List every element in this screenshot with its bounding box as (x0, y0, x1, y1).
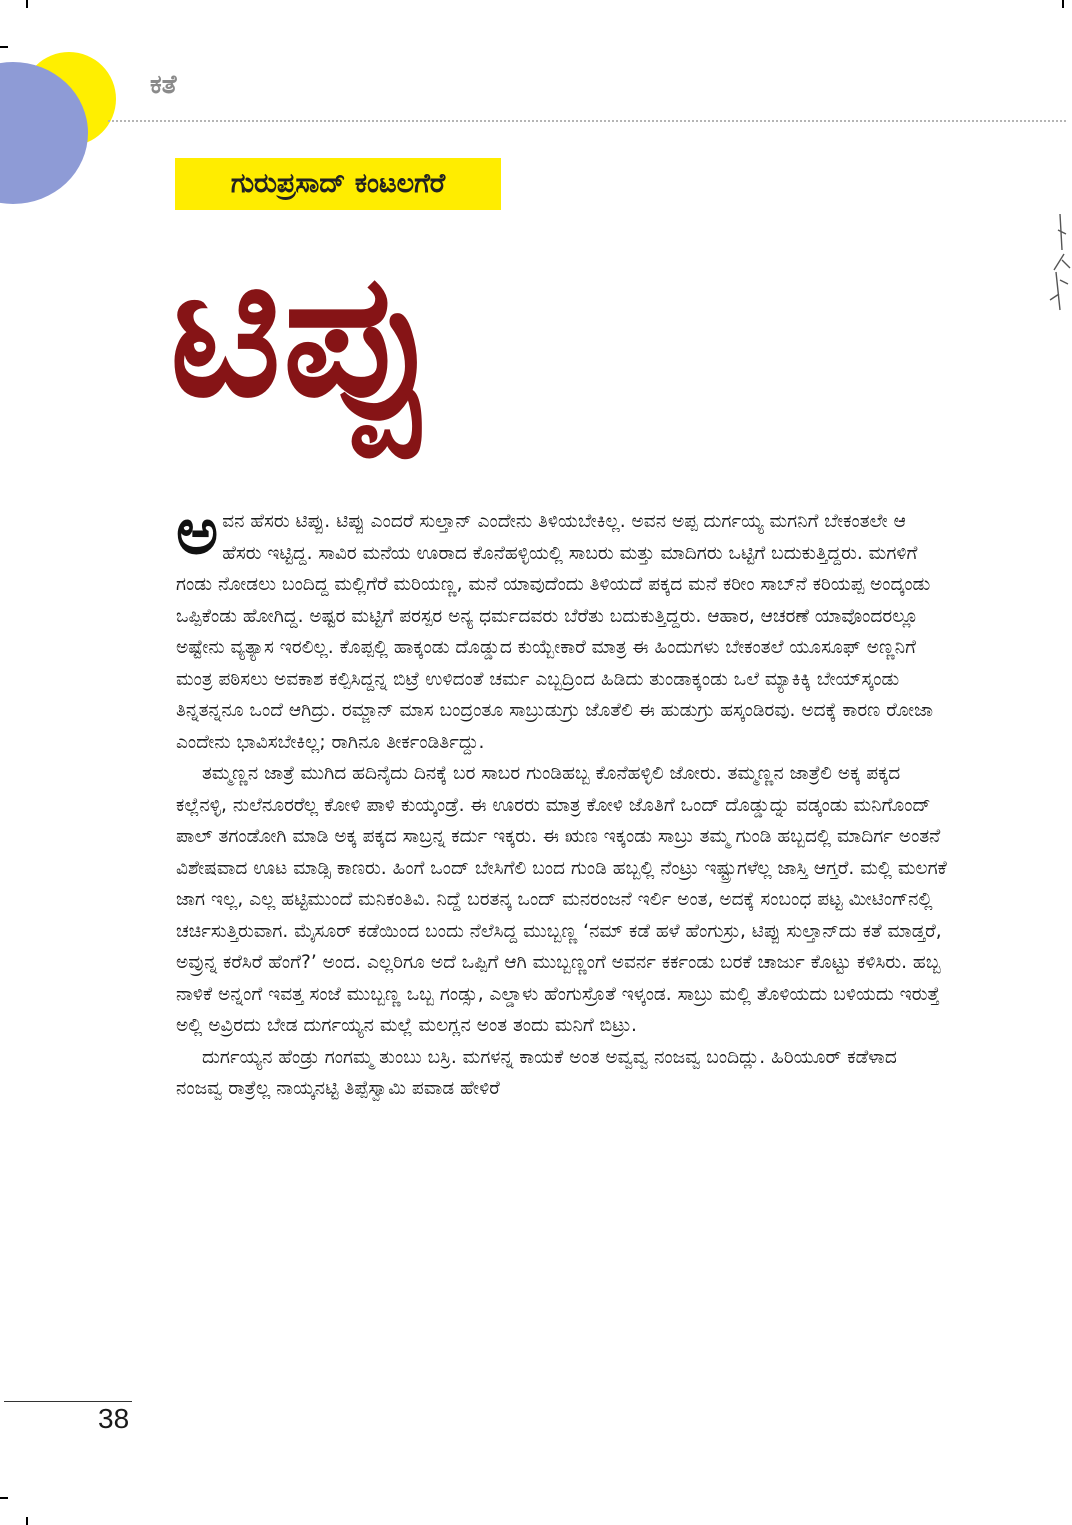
article-paragraph: ತಮ್ಮಣ್ಣನ ಜಾತ್ರೆ ಮುಗಿದ ಹದಿನೈದು ದಿನಕ್ಕೆ ಬರ ಸಾಬರ ಗುಂಡಿಹಬ್ಬ ಕೊನೆಹಳ್ಳಿಲಿ ಜೋರು. ತಮ್ಮಣ್ಣನ ಜಾತ್ರೆಲಿ ಅಕ್ಕ ಪಕ್ಕದ ಕಲ್ಲೆನಳ್ಳಿ, ನುಲೆನೂರರೆಲ್ಲ ಕೋಳಿ ಪಾಳಿ ಕುಯ್ಕಂಡ್ರೆ. ಈ ಊರರು ಮಾತ್ರ ಕೋಳಿ ಜೊತಿಗೆ ಒಂದ್ ದೊಡ್ಡುದ್ನು ವಡ್ಕಂಡು ಮನಿಗೊಂದ್ ಪಾಲ್ ತಗಂಡೋಗಿ ಮಾಡಿ ಅಕ್ಕ ಪಕ್ಕದ ಸಾಬ್ರನ್ನ ಕರ್ದು ಇಕ್ಕರು. ಈ ಋಣ ಇಕ್ಕಂಡು ಸಾಬ್ರು ತಮ್ಮ ಗುಂಡಿ ಹಬ್ಬದಲ್ಲಿ ಮಾದಿರ್ಗ ಅಂತನೆ ವಿಶೇಷವಾದ ಊಟ ಮಾಡ್ಸಿ ಕಾಣರು. ಹಿಂಗೆ ಒಂದ್ ಬೇಸಿಗೆಲಿ ಬಂದ ಗುಂಡಿ ಹಬ್ಬಲ್ಲಿ ನೆಂಟ್ರು ಇಷ್ಟ್ರುಗಳೆಲ್ಲ ಜಾಸ್ತಿ ಆಗ್ತರೆ. ಮಲ್ಲಿ ಮಲಗಕೆ ಜಾಗ ಇಲ್ಲ, ಎಲ್ಲ ಹಟ್ಟಿಮುಂದೆ ಮನಿಕಂತಿವಿ. ನಿದ್ದೆ ಬರತನ್ಕ ಒಂದ್ ಮನರಂಜನೆ ಇರ್ಲಿ ಅಂತ, ಅದಕ್ಕೆ ಸಂಬಂಧ ಪಟ್ಟ ಮೀಟಿಂಗ್‌ನಲ್ಲಿ ಚರ್ಚಿಸುತ್ತಿರುವಾಗ. ಮೈಸೂರ್ ಕಡೆಯಿಂದ ಬಂದು ನೆಲೆಸಿದ್ದ ಮುಬ್ಬಣ್ಣ ‘ನಮ್ ಕಡೆ ಹಳೆ ಹೆಂಗುಸ್ರು, ಟಿಪ್ಪು ಸುಲ್ತಾನ್‌ದು ಕತೆ ಮಾಡ್ತರೆ, ಅವ್ರುನ್ನ ಕರೆಸಿರೆ ಹೆಂಗೆ?’ ಅಂದ. ಎಲ್ಲರಿಗೂ ಅದೆ ಒಪ್ಪಿಗೆ ಆಗಿ ಮುಬ್ಬಣ್ಣಂಗೆ ಅವರ್ನ ಕರ್ಕಂಡು ಬರಕೆ ಚಾರ್ಜು ಕೊಟ್ಟು ಕಳಿಸಿರು. ಹಬ್ಬ ನಾಳಿಕೆ ಅನ್ನಂಗೆ ಇವತ್ತ ಸಂಜೆ ಮುಬ್ಬಣ್ಣ ಒಬ್ಬ ಗಂಡ್ಸು, ಎಲ್ಡಾಳು ಹೆಂಗುಸ್ರೊತೆ ಇಳ್ಕಂಡ. ಸಾಬ್ರು ಮಲ್ಲಿ ತೊಳಿಯದು ಬಳಿಯದು ಇರುತ್ತೆ ಅಲ್ಲಿ ಅವ್ರಿರದು ಬೇಡ ದುರ್ಗಯ್ಯನ ಮಲ್ಲೆ ಮಲಗ್ಲನ ಅಂತ ತಂದು ಮನಿಗೆ ಬಿಟ್ರು. (176, 763, 947, 1036)
article-body (176, 495, 948, 1105)
crop-mark (0, 1497, 8, 1499)
footer-rule (4, 1401, 132, 1402)
drop-cap: ಅ (176, 495, 219, 569)
author-name: ಗುರುಪ್ರಸಾದ್ ಕಂಟಲಗೆರೆ (230, 168, 446, 199)
story-title: ಟಿಪ್ಪು (170, 237, 437, 435)
header-dotted-rule (108, 120, 1066, 122)
crop-mark (0, 46, 8, 48)
crop-mark (1062, 0, 1064, 8)
crop-mark (26, 0, 28, 8)
article-paragraph: ದುರ್ಗಯ್ಯನ ಹೆಂಡ್ರು ಗಂಗಮ್ಮ ತುಂಬು ಬಸ್ರಿ. ಮಗಳನ್ನ ಕಾಯಕೆ ಅಂತ ಅವ್ವವ್ವ ನಂಜವ್ವ ಬಂದಿದ್ಲು. ಹಿರಿಯೂರ್ ಕಡೆಳಾದ ನಂಜವ್ವ ರಾತ್ರೆಲ್ಲ ನಾಯ್ಕನಟ್ಟಿ ತಿಪ್ಪೆಸ್ವಾಮಿ ಪವಾಡ ಹೇಳಿರೆ (176, 1046, 897, 1099)
crop-mark (26, 1517, 28, 1525)
decorative-sketch (1040, 210, 1072, 320)
page-number: 38 (98, 1403, 130, 1434)
section-label: ಕತೆ (150, 70, 177, 100)
article-paragraph: ವನ ಹೆಸರು ಟಿಪ್ಪು. ಟಿಪ್ಪು ಎಂದರೆ ಸುಲ್ತಾನ್ ಎಂದೇನು ತಿಳಿಯಬೇಕಿಲ್ಲ. ಅವನ ಅಪ್ಪ ದುರ್ಗಯ್ಯ ಮಗನಿಗೆ ಬೇಕಂತಲೇ ಆ ಹೆಸರು ಇಟ್ಟಿದ್ದ. ಸಾವಿರ ಮನೆಯ ಊರಾದ ಕೊನೆಹಳ್ಳಿಯಲ್ಲಿ ಸಾಬರು ಮತ್ತು ಮಾದಿಗರು ಒಟ್ಟಿಗೆ ಬದುಕುತ್ತಿದ್ದರು. ಮಗಳಿಗೆ ಗಂಡು ನೋಡಲು ಬಂದಿದ್ದ ಮಲ್ಲಿಗೆರೆ ಮರಿಯಣ್ಣ, ಮನೆ ಯಾವುದೆಂದು ತಿಳಿಯದೆ ಪಕ್ಕದ ಮನೆ ಕರೀಂ ಸಾಬ್‌ನೆ ಕರಿಯಪ್ಪ ಅಂದ್ಕಂಡು ಒಪ್ಪಿಕೆಂಡು ಹೋಗಿದ್ದ. ಅಷ್ಟರ ಮಟ್ಟಿಗೆ ಪರಸ್ಪರ ಅನ್ಯ ಧರ್ಮದವರು ಬೆರೆತು ಬದುಕುತ್ತಿದ್ದರು. ಆಹಾರ, ಆಚರಣೆ ಯಾವೊಂದರಲ್ಲೂ ಅಷ್ಟೇನು ವ್ಯತ್ಯಾಸ ಇರಲಿಲ್ಲ. ಕೊಪ್ಪಲ್ಲಿ ಹಾಕ್ಕಂಡು ದೊಡ್ಡುದ ಕುಯ್ಬೇಕಾರೆ ಮಾತ್ರ ಈ ಹಿಂದುಗಳು ಬೇಕಂತಲೆ ಯೂಸೂಫ್ ಅಣ್ಣನಿಗೆ ಮಂತ್ರ ಪಠಿಸಲು ಅವಕಾಶ ಕಲ್ಪಿಸಿದ್ದನ್ನ ಬಿಟ್ರೆ ಉಳಿದಂತೆ ಚರ್ಮ ಎಬ್ಬದ್ರಿಂದ ಹಿಡಿದು ತುಂಡಾಕ್ಕಂಡು ಒಲೆ ಮ್ಯಾಕಿಕ್ಕಿ ಬೇಯ್‌ಸ್ಕಂಡು ತಿನ್ನತನ್ನನೂ ಒಂದೆ ಆಗಿದ್ರು. ರಮ್ಜಾನ್ ಮಾಸ ಬಂದ್ರಂತೂ ಸಾಬ್ರುಡುಗ್ರು ಜೊತೆಲಿ ಈ ಹುಡುಗ್ರು ಹಸ್ಕಂಡಿರವು. ಅದಕ್ಕೆ ಕಾರಣ ರೋಜಾ ಎಂದೇನು ಭಾವಿಸಬೇಕಿಲ್ಲ; ರಾಗಿನೂ ತೀರ್ಕಂಡಿರ್ತಿದ್ದು. (176, 511, 934, 753)
